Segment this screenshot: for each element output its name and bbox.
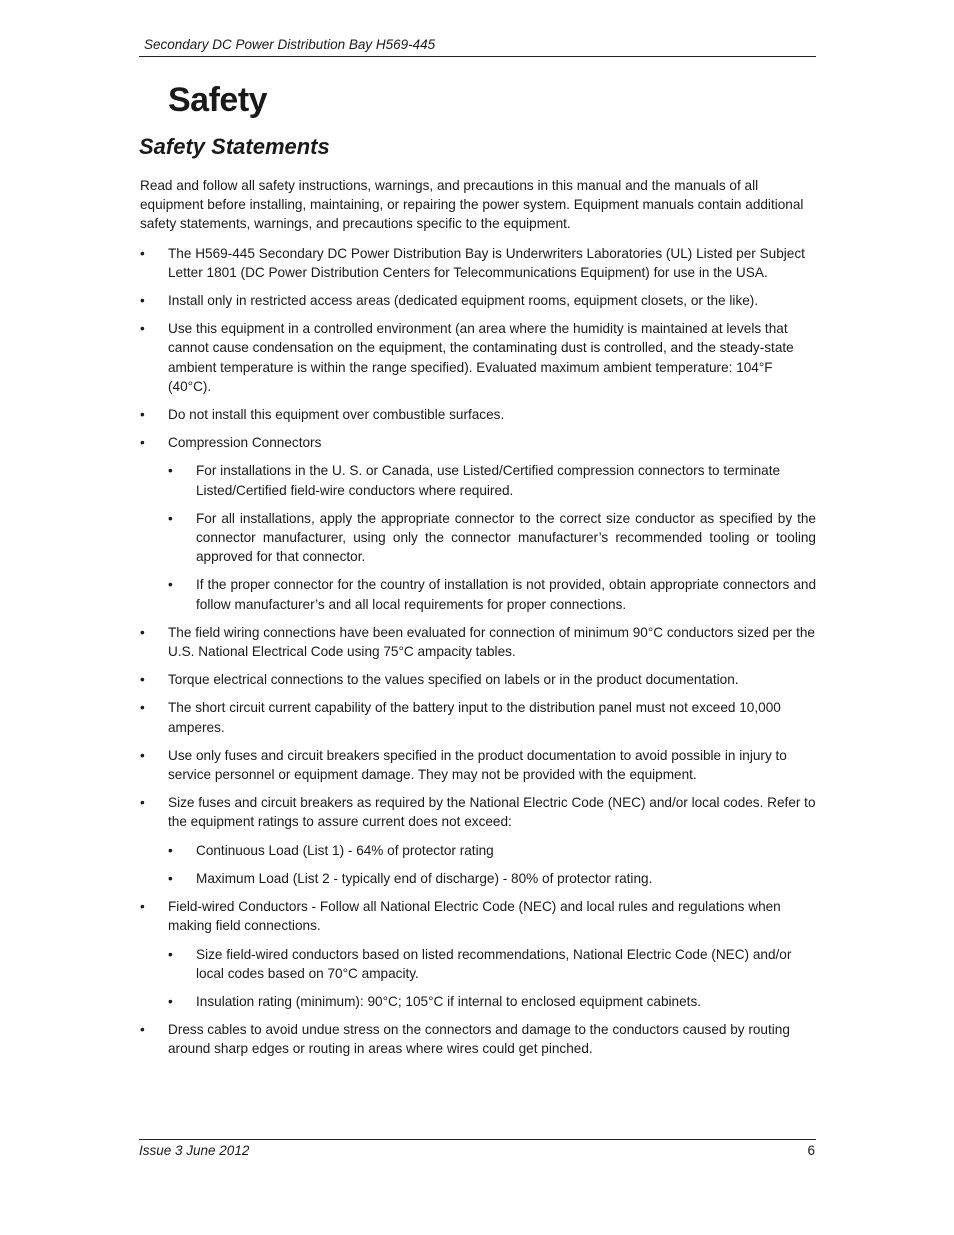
list-item: • The field wiring connections have been evaluated for connection of minimum 90°C conductors sized per the U.S. National Electrical Code using 75°C ampacity tables. bbox=[140, 623, 816, 661]
header-rule bbox=[139, 56, 816, 57]
sub-list bbox=[168, 841, 816, 888]
sub-list-item: • For installations in the U. S. or Canada, use Listed/Certified compression connectors to terminate Listed/Certified field-wire conductors where required. bbox=[168, 461, 816, 499]
list-item: • Torque electrical connections to the values specified on labels or in the product documentation. bbox=[140, 670, 816, 689]
list-item-label: Compression Connectors bbox=[168, 435, 322, 451]
chapter-title: Safety bbox=[168, 81, 268, 119]
footer-issue: Issue 3 June 2012 bbox=[139, 1143, 250, 1158]
list-item: • The short circuit current capability of the battery input to the distribution panel must not exceed 10,000 amperes. bbox=[140, 698, 816, 736]
list-item bbox=[140, 897, 816, 1011]
footer-rule bbox=[139, 1139, 816, 1140]
list-item-label: Size fuses and circuit breakers as required by the National Electric Code (NEC) and/or local codes. Refer to the equipment ratings to assure current does not exceed: bbox=[168, 795, 816, 830]
running-header: Secondary DC Power Distribution Bay H569-445 bbox=[144, 37, 436, 52]
sub-list-item: • Size field-wired conductors based on listed recommendations, National Electric Code (NEC) and/or local codes based on 70°C ampacity. bbox=[168, 945, 816, 983]
sub-list bbox=[168, 461, 816, 613]
list-item-label: Field-wired Conductors - Follow all National Electric Code (NEC) and local rules and regulations when making field connections. bbox=[168, 899, 781, 934]
sub-list-item: • Insulation rating (minimum): 90°C; 105°C if internal to enclosed equipment cabinets. bbox=[168, 992, 816, 1011]
list-item: • Use only fuses and circuit breakers specified in the product documentation to avoid possible in injury to service personnel or equipment damage. They may not be provided with the equipment. bbox=[140, 746, 816, 784]
sub-list-item: • If the proper connector for the country of installation is not provided, obtain appropriate connectors and follow manufacturer’s and all local requirements for proper connections. bbox=[168, 575, 816, 613]
sub-list bbox=[168, 945, 816, 1012]
list-item: • The H569-445 Secondary DC Power Distribution Bay is Underwriters Laboratories (UL) Listed per Subject Letter 1801 (DC Power Distribution Centers for Telecommunications Equipment) for use in the USA. bbox=[140, 244, 816, 282]
list-item: • Use this equipment in a controlled environment (an area where the humidity is maintained at levels that cannot cause condensation on the equipment, the contaminating dust is controlled, and the steady-state ambient temperature is within the range specified). Evaluated maximum ambient temperature: 104°F (40°C). bbox=[140, 319, 816, 396]
sub-list-item: • Maximum Load (List 2 - typically end of discharge) - 80% of protector rating. bbox=[168, 869, 816, 888]
list-item: • Do not install this equipment over combustible surfaces. bbox=[140, 405, 816, 424]
body-content bbox=[140, 176, 816, 1068]
list-item: • Install only in restricted access areas (dedicated equipment rooms, equipment closets, or the like). bbox=[140, 291, 816, 310]
intro-paragraph: Read and follow all safety instructions, warnings, and precautions in this manual and the manuals of all equipment before installing, maintaining, or repairing the power system. Equipment manuals contain additional safety statements, warnings, and precautions specific to the equipment. bbox=[140, 178, 804, 232]
page-number: 6 bbox=[807, 1143, 815, 1158]
list-item: • Dress cables to avoid undue stress on the connectors and damage to the conductors caused by routing around sharp edges or routing in areas where wires could get pinched. bbox=[140, 1020, 816, 1058]
sub-list-item: • Continuous Load (List 1) - 64% of protector rating bbox=[168, 841, 816, 860]
section-title: Safety Statements bbox=[139, 134, 330, 159]
list-item bbox=[140, 433, 816, 614]
list-item bbox=[140, 793, 816, 888]
sub-list-item: • For all installations, apply the appropriate connector to the correct size conductor as specified by the connector manufacturer, using only the connector manufacturer’s recommended tooling or tooling approved for that connector. bbox=[168, 509, 816, 567]
safety-list bbox=[140, 244, 816, 1059]
